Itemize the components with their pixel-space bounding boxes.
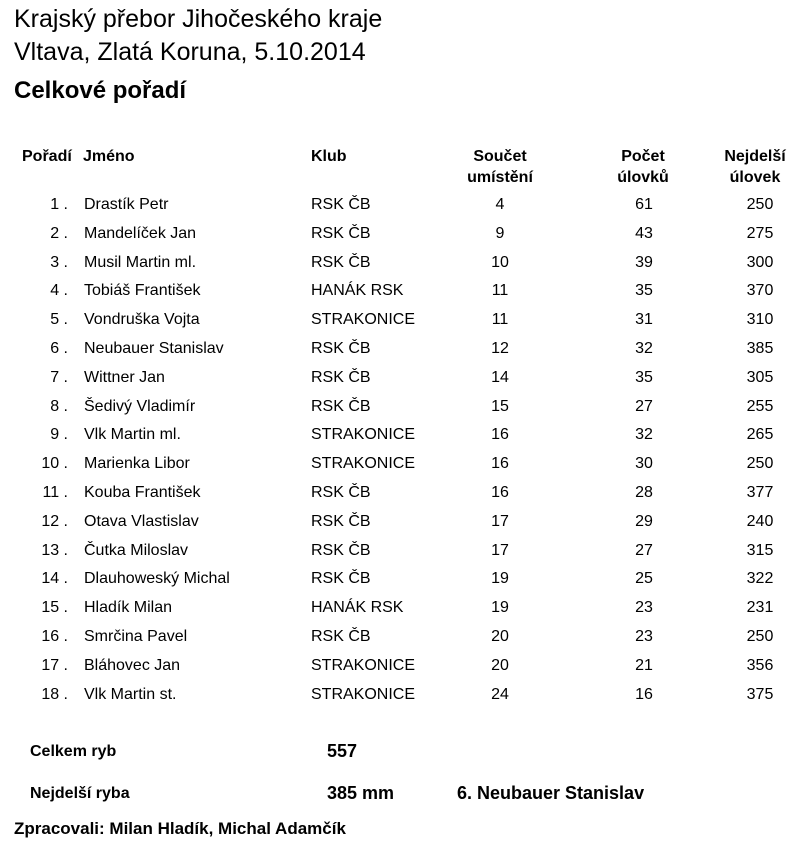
row-placement-sum: 16 bbox=[491, 484, 509, 501]
row-name: Vondruška Vojta bbox=[84, 311, 200, 328]
row-placement-sum: 16 bbox=[491, 426, 509, 443]
row-placement-sum: 14 bbox=[491, 369, 509, 386]
row-placement-sum: 16 bbox=[491, 455, 509, 472]
row-placement-sum: 11 bbox=[491, 311, 509, 328]
row-name: Vlk Martin st. bbox=[84, 686, 177, 703]
row-name: Šedivý Vladimír bbox=[84, 398, 196, 415]
row-longest-catch: 315 bbox=[746, 542, 774, 559]
document-title: Krajský přebor Jihočeského kraje bbox=[14, 5, 383, 33]
row-longest-catch: 250 bbox=[746, 455, 774, 472]
total-fish-label: Celkem ryb bbox=[30, 743, 117, 760]
row-name: Marienka Libor bbox=[84, 455, 190, 472]
row-longest-catch: 322 bbox=[746, 570, 774, 587]
row-name: Vlk Martin ml. bbox=[84, 426, 181, 443]
row-club: STRAKONICE bbox=[311, 657, 416, 674]
row-catch-count: 39 bbox=[635, 254, 653, 271]
row-longest-catch: 300 bbox=[746, 254, 774, 271]
row-longest-catch: 250 bbox=[746, 196, 774, 213]
row-rank: 16 . bbox=[41, 628, 68, 645]
row-catch-count: 32 bbox=[635, 426, 653, 443]
row-rank: 3 . bbox=[50, 254, 68, 271]
row-rank: 14 . bbox=[41, 570, 68, 587]
row-club: HANÁK RSK bbox=[311, 282, 404, 299]
row-club: STRAKONICE bbox=[311, 686, 416, 703]
row-catch-count: 21 bbox=[635, 657, 653, 674]
row-club: RSK ČB bbox=[311, 570, 371, 587]
row-rank: 18 . bbox=[41, 686, 68, 703]
row-rank: 17 . bbox=[41, 657, 68, 674]
row-name: Dlauhoweský Michal bbox=[84, 570, 230, 587]
row-club: RSK ČB bbox=[311, 484, 371, 501]
row-catch-count: 28 bbox=[635, 484, 653, 501]
row-name: Smrčina Pavel bbox=[84, 628, 188, 645]
row-club: RSK ČB bbox=[311, 369, 371, 386]
row-name: Čutka Miloslav bbox=[84, 542, 189, 559]
row-catch-count: 35 bbox=[635, 369, 653, 386]
header-placement-sum-line1: Součet bbox=[473, 148, 527, 165]
row-placement-sum: 12 bbox=[491, 340, 509, 357]
row-name: Wittner Jan bbox=[84, 369, 165, 386]
row-longest-catch: 385 bbox=[746, 340, 774, 357]
row-placement-sum: 24 bbox=[491, 686, 509, 703]
row-catch-count: 16 bbox=[635, 686, 653, 703]
row-rank: 6 . bbox=[50, 340, 68, 357]
row-club: HANÁK RSK bbox=[311, 599, 404, 616]
row-placement-sum: 19 bbox=[491, 599, 509, 616]
row-club: RSK ČB bbox=[311, 254, 371, 271]
row-placement-sum: 17 bbox=[491, 542, 509, 559]
header-placement-sum-line2: umístění bbox=[467, 169, 533, 186]
header-catch-count-line2: úlovků bbox=[617, 169, 669, 186]
header-placement-sum bbox=[452, 146, 548, 188]
row-longest-catch: 375 bbox=[746, 686, 774, 703]
processed-by-footer: Zpracovali: Milan Hladík, Michal Adamčík bbox=[14, 819, 346, 838]
event-subtitle: Vltava, Zlatá Koruna, 5.10.2014 bbox=[14, 38, 366, 66]
row-placement-sum: 10 bbox=[491, 254, 509, 271]
row-longest-catch: 265 bbox=[746, 426, 774, 443]
row-club: STRAKONICE bbox=[311, 455, 416, 472]
row-placement-sum: 9 bbox=[495, 225, 505, 242]
row-name: Tobiáš František bbox=[84, 282, 201, 299]
header-name: Jméno bbox=[83, 148, 135, 165]
row-longest-catch: 377 bbox=[746, 484, 774, 501]
row-placement-sum: 15 bbox=[491, 398, 509, 415]
row-name: Mandelíček Jan bbox=[84, 225, 197, 242]
row-name: Bláhovec Jan bbox=[84, 657, 181, 674]
header-longest-catch-line2: úlovek bbox=[729, 169, 781, 186]
row-club: RSK ČB bbox=[311, 542, 371, 559]
row-name: Musil Martin ml. bbox=[84, 254, 197, 271]
row-name: Otava Vlastislav bbox=[84, 513, 199, 530]
row-placement-sum: 11 bbox=[491, 282, 509, 299]
row-club: RSK ČB bbox=[311, 628, 371, 645]
header-longest-catch bbox=[712, 146, 798, 188]
row-longest-catch: 305 bbox=[746, 369, 774, 386]
row-longest-catch: 240 bbox=[746, 513, 774, 530]
header-longest-catch-line1: Nejdelší bbox=[724, 148, 786, 165]
row-rank: 7 . bbox=[50, 369, 68, 386]
row-name: Kouba František bbox=[84, 484, 201, 501]
row-rank: 8 . bbox=[50, 398, 68, 415]
row-club: RSK ČB bbox=[311, 513, 371, 530]
total-fish-value: 557 bbox=[327, 741, 358, 761]
row-catch-count: 29 bbox=[635, 513, 653, 530]
header-catch-count bbox=[600, 146, 686, 188]
row-catch-count: 61 bbox=[635, 196, 653, 213]
row-rank: 13 . bbox=[41, 542, 68, 559]
row-name: Neubauer Stanislav bbox=[84, 340, 224, 357]
row-catch-count: 35 bbox=[635, 282, 653, 299]
row-rank: 11 . bbox=[42, 484, 68, 501]
row-longest-catch: 250 bbox=[746, 628, 774, 645]
row-placement-sum: 4 bbox=[495, 196, 505, 213]
row-club: RSK ČB bbox=[311, 196, 371, 213]
row-longest-catch: 356 bbox=[746, 657, 774, 674]
row-placement-sum: 20 bbox=[491, 628, 509, 645]
section-heading: Celkové pořadí bbox=[14, 77, 187, 104]
row-club: STRAKONICE bbox=[311, 311, 416, 328]
longest-fish-label: Nejdelší ryba bbox=[30, 785, 130, 802]
row-placement-sum: 19 bbox=[491, 570, 509, 587]
row-longest-catch: 275 bbox=[746, 225, 774, 242]
row-rank: 10 . bbox=[41, 455, 68, 472]
longest-fish-value: 385 mm bbox=[327, 783, 395, 803]
header-club: Klub bbox=[311, 148, 347, 165]
header-rank: Pořadí bbox=[22, 148, 72, 165]
row-club: RSK ČB bbox=[311, 398, 371, 415]
longest-fish-holder: 6. Neubauer Stanislav bbox=[457, 783, 645, 803]
row-rank: 15 . bbox=[41, 599, 68, 616]
row-catch-count: 27 bbox=[635, 542, 653, 559]
row-catch-count: 27 bbox=[635, 398, 653, 415]
row-name: Hladík Milan bbox=[84, 599, 173, 616]
row-catch-count: 30 bbox=[635, 455, 653, 472]
row-rank: 4 . bbox=[50, 282, 68, 299]
row-longest-catch: 310 bbox=[746, 311, 774, 328]
row-club: RSK ČB bbox=[311, 340, 371, 357]
row-rank: 2 . bbox=[50, 225, 68, 242]
row-catch-count: 23 bbox=[635, 599, 653, 616]
row-club: RSK ČB bbox=[311, 225, 371, 242]
row-catch-count: 31 bbox=[635, 311, 653, 328]
row-longest-catch: 370 bbox=[746, 282, 774, 299]
row-catch-count: 23 bbox=[635, 628, 653, 645]
row-rank: 5 . bbox=[50, 311, 68, 328]
row-rank: 12 . bbox=[41, 513, 68, 530]
row-rank: 1 . bbox=[50, 196, 68, 213]
header-catch-count-line1: Počet bbox=[621, 148, 665, 165]
row-rank: 9 . bbox=[50, 426, 68, 443]
row-name: Drastík Petr bbox=[84, 196, 169, 213]
row-catch-count: 43 bbox=[635, 225, 653, 242]
row-longest-catch: 231 bbox=[746, 599, 774, 616]
row-longest-catch: 255 bbox=[746, 398, 774, 415]
row-placement-sum: 17 bbox=[491, 513, 509, 530]
row-placement-sum: 20 bbox=[491, 657, 509, 674]
row-catch-count: 32 bbox=[635, 340, 653, 357]
row-club: STRAKONICE bbox=[311, 426, 416, 443]
row-catch-count: 25 bbox=[635, 570, 653, 587]
